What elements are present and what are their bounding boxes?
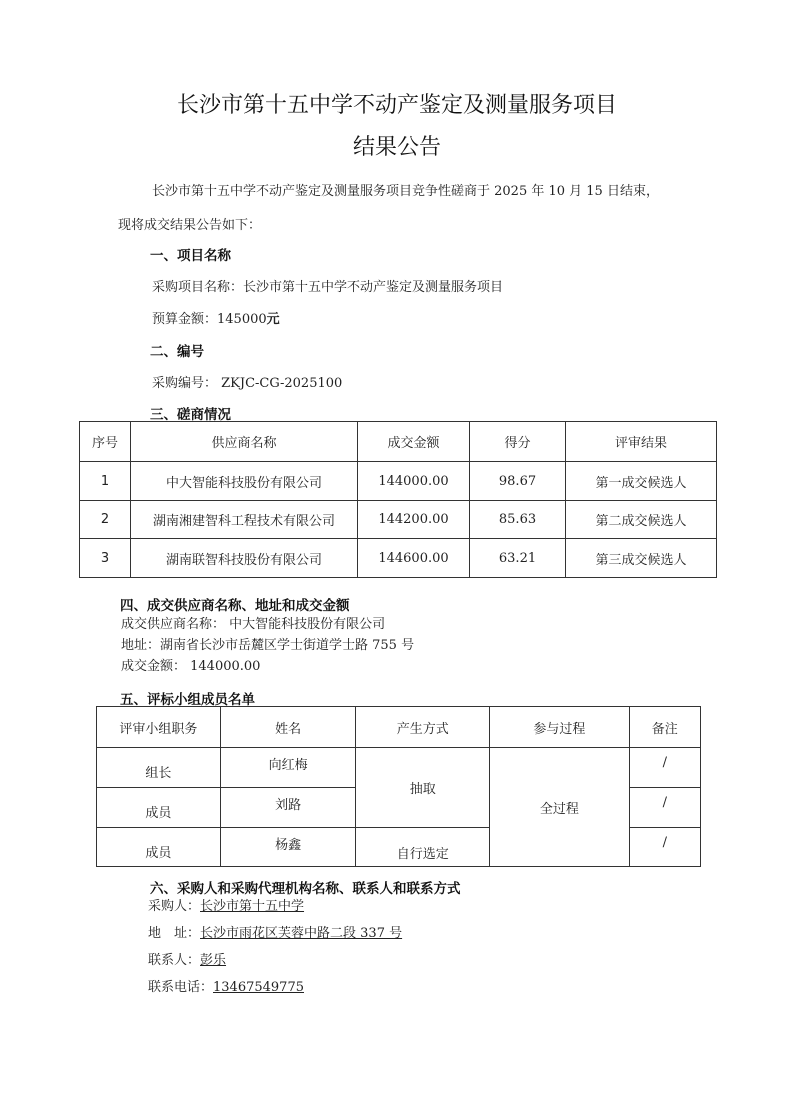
address-label: 地 址： xyxy=(148,926,201,941)
phone-number: 13467549775 xyxy=(213,980,304,995)
buyer-address: 长沙市雨花区芙蓉中路二段 337 号 xyxy=(200,926,403,941)
header-name: 姓名 xyxy=(220,707,356,748)
row-score: 98.67 xyxy=(470,462,566,501)
budget-label: 预算金额：145000 xyxy=(152,312,267,327)
row-name: 杨鑫 xyxy=(220,828,356,867)
table-header-row xyxy=(80,422,717,462)
row-no: 2 xyxy=(80,501,131,539)
buyer-label: 采购人： xyxy=(148,899,201,914)
phone-label: 联系电话： xyxy=(148,980,214,995)
row-result: 第一成交候选人 xyxy=(566,462,717,501)
table-row xyxy=(80,539,717,578)
section2-heading: 二、编号 xyxy=(150,344,204,360)
row-name: 向红梅 xyxy=(220,748,356,788)
row-supplier: 湖南联智科技股份有限公司 xyxy=(131,539,358,578)
budget-amount xyxy=(152,308,280,327)
section5-heading: 五、评标小组成员名单 xyxy=(120,692,255,708)
section1-heading: 一、项目名称 xyxy=(150,248,231,264)
header-no: 序号 xyxy=(80,422,131,462)
winning-amount: 成交金额： 144000.00 xyxy=(121,659,261,674)
header-process: 参与过程 xyxy=(490,707,630,748)
row-amount: 144200.00 xyxy=(358,501,470,539)
row-score: 63.21 xyxy=(470,539,566,578)
row-note: / xyxy=(629,748,700,788)
header-supplier: 供应商名称 xyxy=(131,422,358,462)
buyer-line xyxy=(148,895,304,914)
row-result: 第二成交候选人 xyxy=(566,501,717,539)
row-note: / xyxy=(629,828,700,867)
process-cell: 全过程 xyxy=(490,748,630,867)
winning-address: 地址：湖南省长沙市岳麓区学士街道学士路 755 号 xyxy=(121,638,415,653)
phone-line xyxy=(148,976,304,995)
table-row xyxy=(97,748,701,788)
section3-heading: 三、磋商情况 xyxy=(150,407,231,423)
method-draw: 抽取 xyxy=(356,748,490,828)
row-supplier: 中大智能科技股份有限公司 xyxy=(131,462,358,501)
header-result: 评审结果 xyxy=(566,422,717,462)
procurement-code: 采购编号： ZKJC-CG-2025100 xyxy=(152,376,343,391)
negotiation-table xyxy=(79,421,717,578)
contact-label: 联系人： xyxy=(148,953,201,968)
table-row xyxy=(80,462,717,501)
row-note: / xyxy=(629,788,700,828)
row-role: 组长 xyxy=(97,748,221,788)
header-score: 得分 xyxy=(470,422,566,462)
row-score: 85.63 xyxy=(470,501,566,539)
budget-unit: 元 xyxy=(266,312,280,327)
intro-line-2: 现将成交结果公告如下： xyxy=(118,218,262,233)
contact-line xyxy=(148,949,226,968)
winning-supplier: 成交供应商名称： 中大智能科技股份有限公司 xyxy=(121,617,386,632)
row-supplier: 湖南湘建智科工程技术有限公司 xyxy=(131,501,358,539)
table-row xyxy=(80,501,717,539)
intro-line-1: 长沙市第十五中学不动产鉴定及测量服务项目竞争性磋商于 2025 年 10 月 15 日结束， xyxy=(152,184,659,199)
buyer-name: 长沙市第十五中学 xyxy=(200,899,305,914)
header-amount: 成交金额 xyxy=(358,422,470,462)
project-name: 采购项目名称：长沙市第十五中学不动产鉴定及测量服务项目 xyxy=(152,280,504,295)
buyer-address-line xyxy=(148,922,402,941)
header-role: 评审小组职务 xyxy=(97,707,221,748)
row-no: 3 xyxy=(80,539,131,578)
header-method: 产生方式 xyxy=(356,707,490,748)
row-amount: 144600.00 xyxy=(358,539,470,578)
row-no: 1 xyxy=(80,462,131,501)
method-self: 自行选定 xyxy=(356,828,490,867)
section4-heading: 四、成交供应商名称、地址和成交金额 xyxy=(120,598,350,614)
table-header-row xyxy=(97,707,701,748)
committee-table xyxy=(96,706,701,867)
row-name: 刘路 xyxy=(220,788,356,828)
row-amount: 144000.00 xyxy=(358,462,470,501)
row-result: 第三成交候选人 xyxy=(566,539,717,578)
page-subtitle: 结果公告 xyxy=(352,135,441,160)
row-role: 成员 xyxy=(97,828,221,867)
contact-name: 彭乐 xyxy=(200,953,227,968)
section6-heading: 六、采购人和采购代理机构名称、联系人和联系方式 xyxy=(150,881,461,897)
page-title: 长沙市第十五中学不动产鉴定及测量服务项目 xyxy=(176,93,617,118)
row-role: 成员 xyxy=(97,788,221,828)
header-note: 备注 xyxy=(629,707,700,748)
